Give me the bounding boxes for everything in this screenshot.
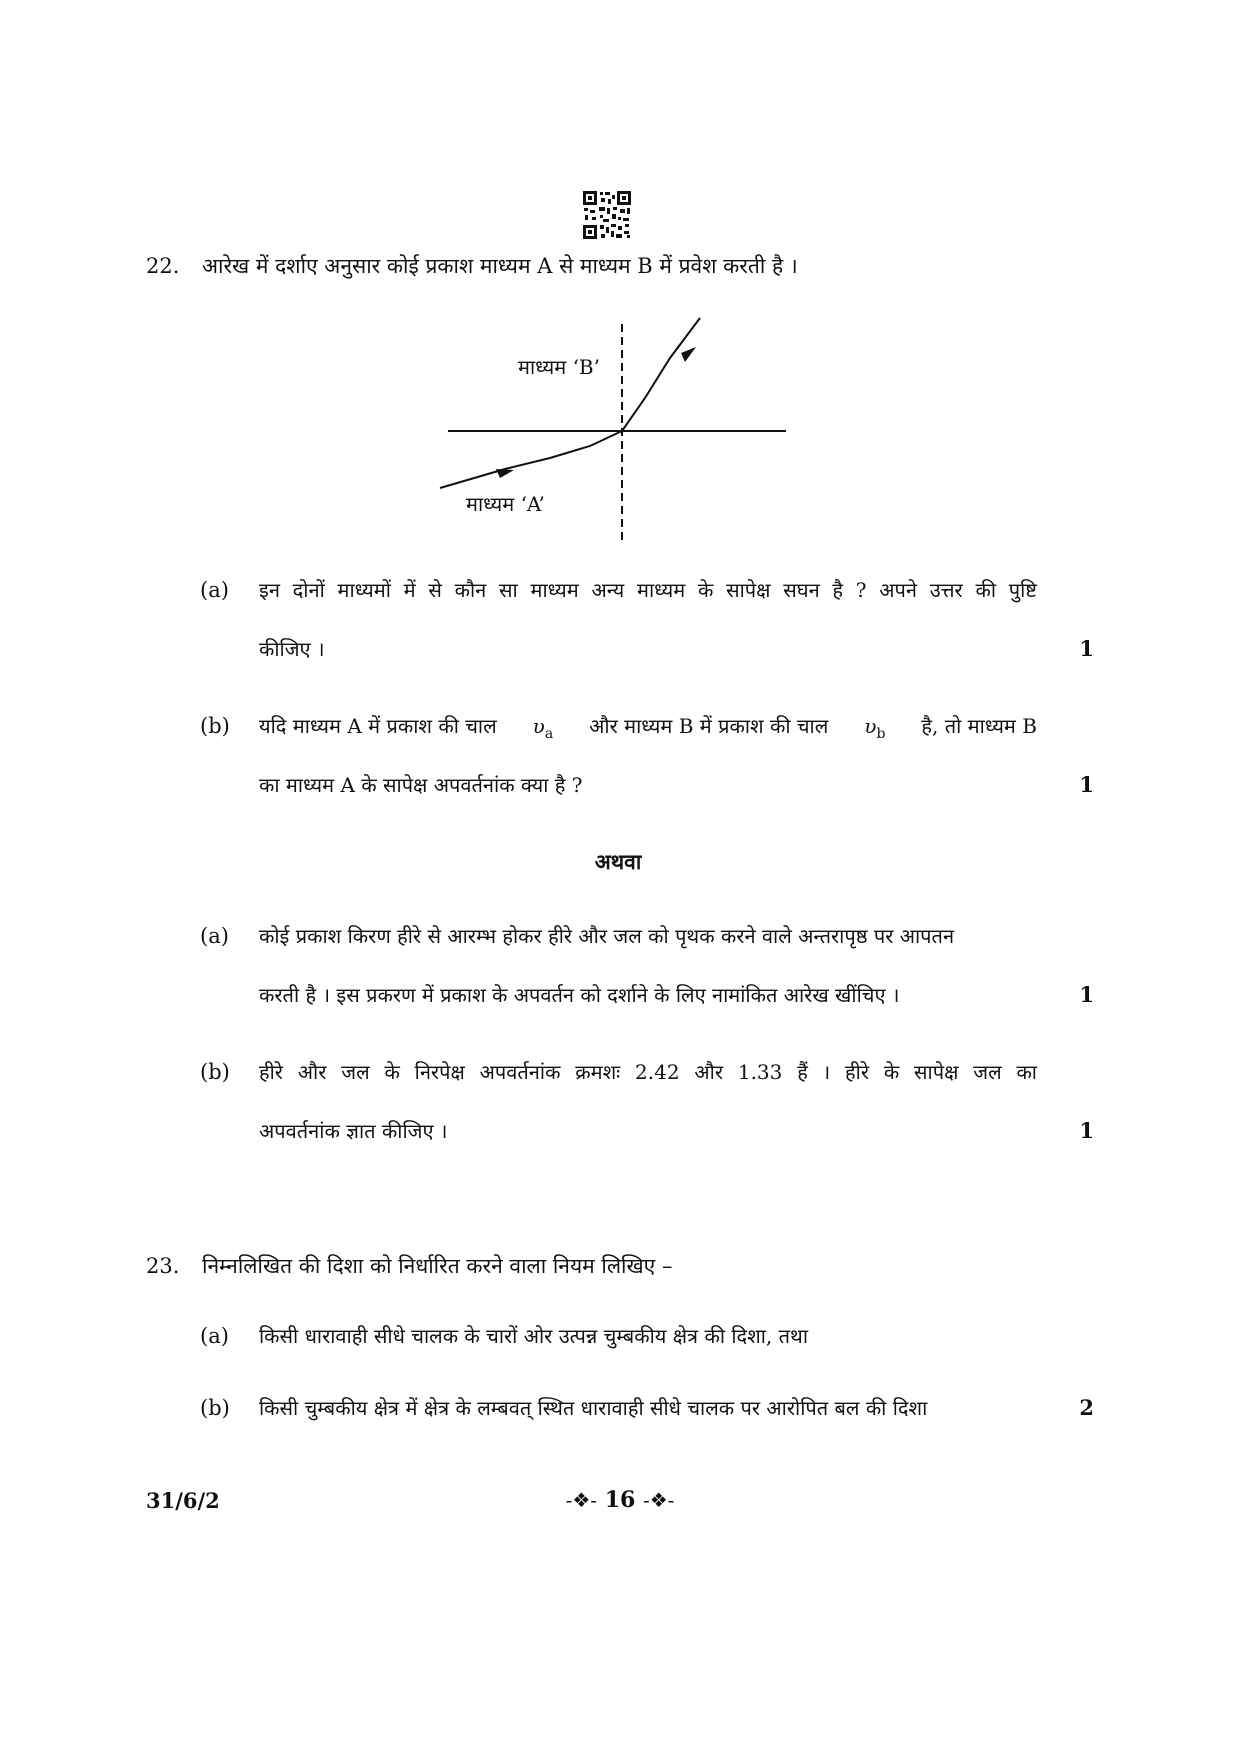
q22-b-line2: का माध्यम A के सापेक्ष अपवर्तनांक क्या है ? [259,773,583,797]
q22-b-post: है, तो माध्यम B [921,714,1037,738]
q22-b-mid: और माध्यम B में प्रकाश की चाल [589,714,829,738]
page-number: -❖- 16 -❖- [565,1487,675,1513]
q22-or-a-line2: करती है । इस प्रकरण में प्रकाश के अपवर्तन को दर्शाने के लिए नामांकित आरेख खींचिए । [259,983,900,1007]
q22-a-label: (a) [200,578,229,602]
q22-b-marks: 1 [1079,772,1094,797]
medium-b-label: माध्यम ‘B’ [518,355,600,379]
speed-va: $\upsilon_a$ [532,714,554,742]
q22-or-a-marks: 1 [1079,982,1094,1007]
q22-or-b-line2: अपवर्तनांक ज्ञात कीजिए । [259,1119,448,1143]
question-23-text: निम्नलिखित की दिशा को निर्धारित करने वाला नियम लिखिए – [202,1254,673,1278]
q22-b-label: (b) [200,714,230,738]
q22-or-b-label: (b) [200,1060,230,1084]
q22-or-a-label: (a) [200,924,229,948]
qr-code-icon [582,190,632,240]
q22-or-a-line1: कोई प्रकाश किरण हीरे से आरम्भ होकर हीरे और जल को पृथक करने वाले अन्तरापृष्ठ पर आपतन [259,924,955,948]
q23-b-text: किसी चुम्बकीय क्षेत्र में क्षेत्र के लम्बवत् स्थित धारावाही सीधे चालक पर आरोपित बल की दिशा [259,1396,928,1420]
refracted-ray [622,318,700,431]
q22-a-line1: इन दोनों माध्यमों में से कौन सा माध्यम अन्य माध्यम के सापेक्ष सघन है ? अपने उत्तर की पुष्टि [259,578,1037,602]
medium-a-label: माध्यम ‘A’ [466,492,545,516]
refracted-arrow-icon [681,347,696,362]
incident-ray [440,431,622,488]
q22-or-b-marks: 1 [1079,1118,1094,1143]
question-22-text: आरेख में दर्शाए अनुसार कोई प्रकाश माध्यम A से माध्यम B में प्रवेश करती है । [202,254,798,278]
paper-code: 31/6/2 [146,1488,220,1513]
q22-b-pre: यदि माध्यम A में प्रकाश की चाल [259,714,497,738]
speed-vb: $\upsilon_b$ [864,714,886,742]
q23-b-label: (b) [200,1396,230,1420]
ornament-right-icon: -❖- [642,1488,675,1512]
q23-b-marks: 2 [1079,1395,1094,1420]
question-22-number: 22. [146,254,180,278]
or-heading: अथवा [594,849,642,874]
q22-b-line1 [259,712,1037,748]
q23-a-label: (a) [200,1324,229,1348]
q22-a-marks: 1 [1079,636,1094,661]
q22-or-b-line1: हीरे और जल के निरपेक्ष अपवर्तनांक क्रमशः 2.42 और 1.33 हैं । हीरे के सापेक्ष जल का [259,1060,1037,1084]
q22-a-line2: कीजिए । [259,637,325,661]
ornament-left-icon: -❖- [565,1488,598,1512]
incident-arrow-icon [496,469,514,478]
q23-a-text: किसी धारावाही सीधे चालक के चारों ओर उत्पन्न चुम्बकीय क्षेत्र की दिशा, तथा [259,1324,809,1348]
question-23-number: 23. [146,1254,180,1278]
